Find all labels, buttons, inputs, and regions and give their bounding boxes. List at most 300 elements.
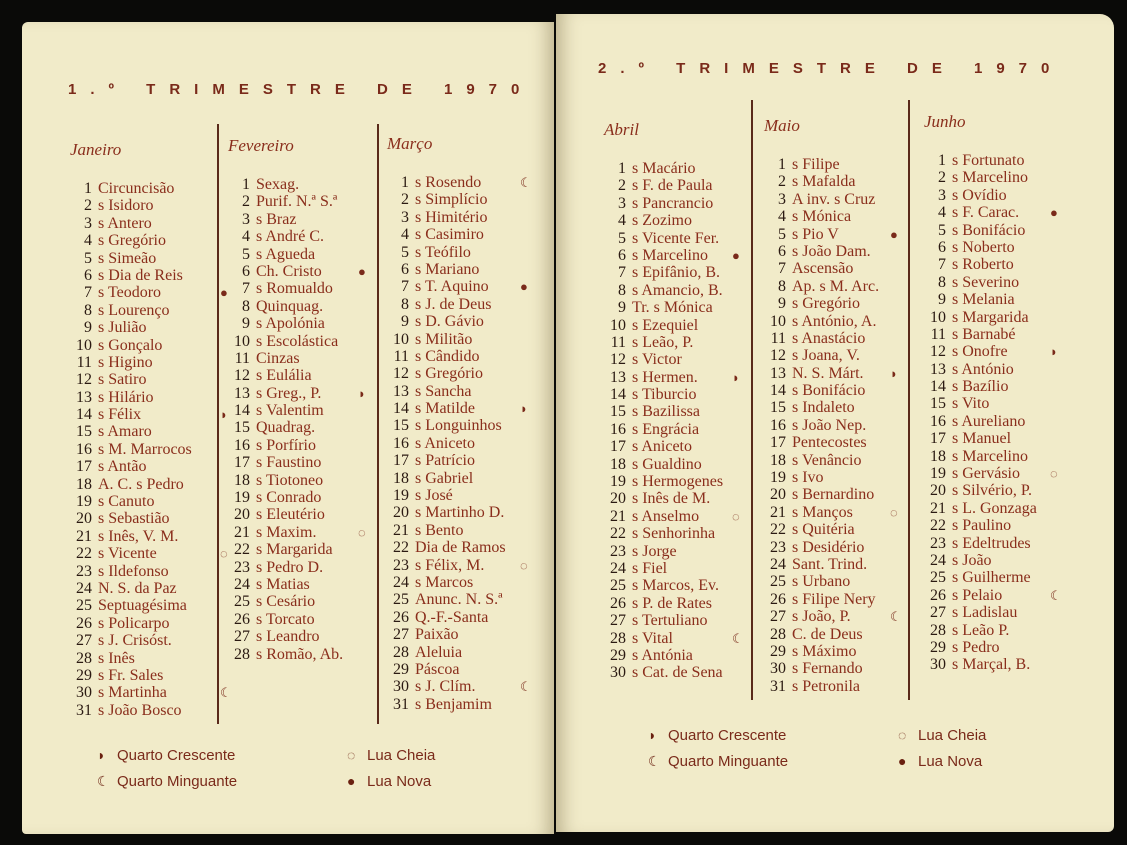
day-row (387, 556, 528, 574)
saint-name: s Margarida (256, 541, 333, 559)
lua-nova-icon: ● (220, 285, 228, 301)
day-row (70, 493, 192, 510)
lua-cheia-icon: ◌ (220, 546, 228, 562)
day-row (924, 239, 1037, 256)
saint-name: s Manuel (952, 430, 1012, 448)
day-row (228, 628, 343, 645)
saint-name: s Cesário (256, 593, 316, 611)
saint-name: s António (952, 360, 1014, 378)
saint-name: s Bonifácio (792, 382, 866, 400)
saint-name: s Mafalda (792, 173, 856, 191)
trimester-heading: 2.º TRIMESTRE DE 1970 (598, 60, 1064, 77)
saint-name: s Sebastião (98, 510, 170, 528)
saint-name: s Teodoro (98, 284, 162, 302)
day-row (924, 256, 1037, 273)
day-number: 1 (401, 174, 409, 191)
saint-name: s Margarida (952, 308, 1029, 326)
day-row (387, 348, 506, 365)
day-number: 13 (930, 360, 946, 378)
day-number: 26 (393, 608, 409, 626)
day-row (228, 593, 343, 610)
quarto-minguante-icon: ☾ (648, 753, 661, 769)
day-row (924, 152, 1037, 169)
day-number: 1 (242, 176, 250, 193)
saint-name: s L. Gonzaga (952, 499, 1037, 517)
day-number: 27 (610, 612, 626, 630)
day-number: 9 (401, 313, 409, 331)
day-row (387, 609, 506, 626)
day-row (387, 470, 506, 487)
day-number: 19 (770, 469, 786, 487)
day-row (924, 586, 1062, 604)
quarto-minguante-icon: ☾ (732, 630, 744, 646)
day-row (604, 629, 744, 647)
day-number: 18 (393, 469, 409, 487)
legend-item (97, 747, 235, 764)
saint-name: Paixão (415, 626, 459, 644)
saint-name: s Onofre (952, 343, 1008, 361)
saint-name: s D. Gávio (415, 313, 484, 331)
day-row (924, 639, 1037, 656)
day-number: 2 (401, 191, 409, 209)
day-number: 3 (84, 214, 92, 232)
day-number: 17 (610, 438, 626, 456)
lua-cheia-icon: ◌ (898, 727, 907, 743)
saint-name: s Benjamim (415, 695, 492, 713)
day-row (764, 295, 879, 312)
day-number: 16 (393, 434, 409, 452)
day-row (604, 334, 723, 351)
saint-name: s Inês (98, 649, 135, 667)
day-row (604, 264, 723, 281)
saint-name: s Gabriel (415, 469, 474, 487)
saint-name: s J. Crisóst. (98, 632, 172, 650)
saint-name: s Rosendo (415, 174, 482, 191)
lua-nova-icon: ● (520, 279, 528, 295)
day-row (924, 413, 1037, 430)
day-row (604, 647, 723, 664)
saint-name: s Valentim (256, 402, 324, 420)
day-row (604, 299, 723, 316)
legend-item (648, 753, 788, 770)
day-row (387, 661, 506, 678)
legend-label: Quarto Crescente (117, 747, 236, 764)
day-row (764, 347, 879, 364)
day-number: 22 (234, 541, 250, 559)
day-number: 7 (778, 260, 786, 278)
day-number: 19 (610, 473, 626, 491)
day-row (924, 656, 1037, 673)
day-row (604, 473, 723, 490)
day-number: 11 (76, 353, 92, 371)
saint-name: s Dia de Reis (98, 266, 183, 284)
day-row (764, 225, 898, 243)
quarto-crescente-icon: ◗ (358, 385, 366, 401)
saint-name: Dia de Ramos (415, 539, 506, 557)
day-row (604, 160, 723, 177)
saint-name: N. S. da Paz (98, 579, 177, 597)
day-number: 6 (618, 246, 626, 264)
saint-name: s Fiel (632, 559, 668, 577)
day-row (228, 246, 343, 263)
day-row (387, 278, 528, 296)
quarto-minguante-icon: ☾ (97, 773, 110, 789)
saint-name: s Melania (952, 291, 1015, 309)
day-number: 15 (234, 419, 250, 437)
day-number: 9 (618, 299, 626, 317)
day-row (764, 486, 879, 503)
day-row (228, 454, 343, 471)
day-row (228, 611, 343, 628)
day-number: 12 (770, 347, 786, 365)
saint-name: s Antero (98, 214, 152, 232)
day-row (764, 243, 879, 260)
saint-name: s Vital (632, 629, 673, 647)
saint-name: s Paulino (952, 517, 1012, 535)
day-row (228, 193, 343, 210)
month-name: Janeiro (70, 140, 122, 159)
lua-cheia-icon: ◌ (347, 747, 356, 763)
day-row (70, 458, 192, 475)
legend-item (347, 747, 435, 764)
day-number: 17 (76, 458, 92, 476)
month-column-fevereiro (228, 136, 366, 663)
saint-name: s Gonçalo (98, 336, 163, 354)
saint-name: s Desidério (792, 538, 865, 556)
legend-item (898, 727, 986, 744)
day-number: 7 (401, 278, 409, 296)
day-number: 16 (770, 416, 786, 434)
day-number: 13 (234, 384, 250, 402)
saint-name: s João (952, 551, 992, 569)
saint-name: s Aniceto (632, 438, 692, 456)
saint-name: s F. Carac. (952, 204, 1020, 222)
day-row (764, 382, 879, 399)
day-row (228, 228, 343, 245)
day-row (924, 361, 1037, 378)
day-row (604, 368, 740, 386)
day-number: 8 (84, 301, 92, 319)
month-name: Maio (764, 116, 800, 135)
saint-name: s Higino (98, 353, 153, 371)
saint-name: s Vicente Fer. (632, 229, 720, 247)
saint-name: s Ildefonso (98, 562, 169, 580)
saint-name: s Gregório (792, 295, 860, 313)
saint-name: s Leão, P. (632, 333, 694, 351)
day-row (764, 260, 879, 277)
day-number: 16 (76, 440, 92, 458)
day-number: 13 (76, 388, 92, 406)
day-row (228, 541, 343, 558)
saint-name: s Leandro (256, 628, 320, 646)
saint-name: Sant. Trind. (792, 555, 868, 573)
saint-name: s Teófilo (415, 243, 471, 261)
column-divider (908, 100, 910, 700)
saint-name: s Félix, M. (415, 556, 485, 574)
day-row (764, 469, 879, 486)
lua-cheia-icon: ◌ (520, 557, 528, 573)
saint-name: s Hermogenes (632, 473, 724, 491)
day-number: 18 (770, 451, 786, 469)
day-row (387, 261, 506, 278)
saint-name: Tr. s Mónica (632, 299, 713, 317)
saint-name: s Ezequiel (632, 316, 699, 334)
saint-name: s Hilário (98, 388, 154, 406)
day-row (764, 503, 898, 521)
saint-name: s Anastácio (792, 329, 866, 347)
month-column-marco (387, 134, 532, 713)
day-number: 20 (770, 486, 786, 504)
day-row (228, 523, 366, 541)
saint-name: s Tiotoneo (256, 471, 324, 489)
day-row (387, 331, 506, 348)
day-row (228, 419, 343, 436)
saint-name: s Matias (256, 575, 310, 593)
day-row (387, 191, 506, 208)
legend-item (97, 773, 237, 790)
day-row (604, 177, 723, 194)
day-number: 2 (778, 173, 786, 191)
saint-name: s Fortunato (952, 152, 1025, 169)
trimester-heading: 1.º TRIMESTRE DE 1970 (68, 81, 534, 98)
day-row (387, 644, 506, 661)
day-number: 21 (610, 507, 626, 525)
day-row (70, 354, 192, 371)
day-number: 16 (930, 412, 946, 430)
day-row (70, 389, 192, 406)
day-row (387, 417, 506, 434)
saint-name: s Martinho D. (415, 504, 505, 522)
day-row (70, 302, 192, 319)
day-row (228, 280, 343, 297)
day-row (604, 403, 723, 420)
day-row (70, 650, 192, 667)
day-row (764, 556, 879, 573)
day-row (764, 608, 902, 626)
day-row (70, 476, 192, 493)
day-row (924, 187, 1037, 204)
saint-name: s Urbano (792, 573, 851, 591)
saint-name: s Pedro D. (256, 558, 324, 576)
day-row (70, 441, 192, 458)
day-row (228, 333, 343, 350)
day-number: 20 (234, 506, 250, 524)
day-row (924, 309, 1037, 326)
day-number: 5 (242, 245, 250, 263)
day-number: 5 (618, 229, 626, 247)
day-number: 27 (770, 608, 786, 626)
day-number: 21 (393, 521, 409, 539)
day-row (228, 559, 343, 576)
day-number: 22 (393, 539, 409, 557)
lua-cheia-icon: ◌ (890, 504, 898, 520)
day-number: 26 (930, 586, 946, 604)
saint-name: s Marcelino (952, 169, 1028, 187)
saint-name: Septuagésima (98, 597, 187, 615)
day-row (228, 367, 343, 384)
quarto-minguante-icon: ☾ (890, 609, 902, 625)
day-number: 14 (393, 400, 409, 418)
day-number: 22 (770, 521, 786, 539)
day-row (604, 195, 723, 212)
saint-name: s Canuto (98, 493, 155, 511)
day-row (387, 696, 506, 713)
day-number: 11 (930, 325, 946, 343)
day-number: 6 (242, 262, 250, 280)
saint-name: Quadrag. (256, 419, 316, 437)
day-row (387, 504, 506, 521)
day-number: 21 (770, 503, 786, 521)
saint-name: s Inês, V. M. (98, 527, 179, 545)
day-number: 8 (938, 273, 946, 291)
day-row (228, 176, 343, 193)
quarto-crescente-icon: ◗ (520, 401, 528, 417)
month-column-junho (924, 112, 1062, 674)
saint-name: s Pedro (952, 638, 1000, 656)
day-row (764, 573, 879, 590)
saint-name: s Satiro (98, 371, 147, 389)
day-row (764, 660, 879, 677)
day-row (924, 343, 1058, 361)
day-row (764, 434, 879, 451)
saint-name: s Bonifácio (952, 221, 1026, 239)
day-number: 12 (930, 343, 946, 361)
saint-name: A. C. s Pedro (98, 475, 184, 493)
quarto-crescente-icon: ◗ (220, 407, 228, 423)
day-number: 3 (401, 208, 409, 226)
day-row (70, 250, 192, 267)
day-number: 8 (778, 277, 786, 295)
day-row (764, 156, 879, 173)
day-number: 30 (610, 664, 626, 682)
saint-name: s Ladislau (952, 604, 1018, 622)
day-number: 8 (401, 295, 409, 313)
day-number: 6 (401, 260, 409, 278)
day-number: 27 (930, 604, 946, 622)
day-number: 22 (76, 545, 92, 563)
saint-name: s Edeltrudes (952, 534, 1031, 552)
day-number: 4 (84, 232, 92, 250)
day-row (604, 577, 723, 594)
day-number: 26 (234, 610, 250, 628)
day-number: 23 (930, 534, 946, 552)
saint-name: s P. de Rates (632, 594, 712, 612)
day-number: 27 (234, 628, 250, 646)
day-number: 20 (76, 510, 92, 528)
saint-name: s António, A. (792, 312, 877, 330)
day-number: 25 (930, 569, 946, 587)
saint-name: Sexag. (256, 176, 300, 193)
day-number: 28 (234, 645, 250, 663)
saint-name: s Epifânio, B. (632, 264, 720, 282)
day-number: 21 (76, 527, 92, 545)
saint-name: Aleluia (415, 643, 463, 661)
day-number: 19 (234, 489, 250, 507)
day-number: 25 (76, 597, 92, 615)
day-row (228, 350, 343, 367)
legend-label: Lua Nova (367, 773, 432, 790)
day-row (924, 395, 1037, 412)
day-number: 7 (242, 280, 250, 298)
day-number: 31 (770, 677, 786, 695)
quarto-minguante-icon: ☾ (1050, 587, 1062, 603)
saint-name: s Patrício (415, 452, 475, 470)
quarto-minguante-icon: ☾ (520, 679, 532, 695)
saint-name: s Vito (952, 395, 990, 413)
saint-name: s José (415, 487, 453, 505)
saint-name: s Bento (415, 521, 464, 539)
day-number: 11 (234, 349, 250, 367)
saint-name: s Himitério (415, 208, 488, 226)
lua-nova-icon: ● (347, 773, 356, 789)
quarto-crescente-icon: ◗ (890, 365, 898, 381)
day-number: 17 (393, 452, 409, 470)
day-number: 18 (234, 471, 250, 489)
saint-name: s T. Aquino (415, 278, 489, 296)
day-row (764, 539, 879, 556)
day-row (70, 667, 192, 684)
day-row (228, 298, 343, 315)
day-number: 14 (76, 406, 92, 424)
saint-name: s Guilherme (952, 569, 1031, 587)
day-number: 9 (938, 291, 946, 309)
day-row (604, 490, 723, 507)
day-row (70, 319, 192, 336)
day-number: 14 (234, 402, 250, 420)
day-number: 3 (242, 210, 250, 228)
day-number: 3 (618, 194, 626, 212)
day-number: 5 (401, 243, 409, 261)
saint-name: s Silvério, P. (952, 482, 1033, 500)
saint-name: s Militão (415, 330, 473, 348)
saint-name: s Amancio, B. (632, 281, 723, 299)
saint-name: s Conrado (256, 489, 322, 507)
saint-name: s Marçal, B. (952, 656, 1031, 674)
day-row (70, 197, 192, 214)
day-number: 25 (234, 593, 250, 611)
saint-name: s Amaro (98, 423, 152, 441)
day-row (764, 452, 879, 469)
day-number: 14 (610, 386, 626, 404)
saint-name: s Noberto (952, 238, 1015, 256)
day-number: 10 (234, 332, 250, 350)
lua-nova-icon: ● (1050, 205, 1058, 221)
day-number: 15 (770, 399, 786, 417)
day-row (764, 313, 879, 330)
saint-name: s Marcos (415, 573, 474, 591)
saint-name: A inv. s Cruz (792, 190, 876, 208)
day-row (604, 664, 723, 681)
day-number: 4 (938, 204, 946, 222)
saint-name: s Antónia (632, 646, 693, 664)
day-row (764, 191, 879, 208)
quarto-minguante-icon: ☾ (220, 685, 232, 701)
saint-name: s Filipe Nery (792, 590, 876, 608)
legend-label: Quarto Crescente (668, 727, 787, 744)
saint-name: s André C. (256, 228, 324, 246)
saint-name: s Policarpo (98, 614, 170, 632)
day-number: 4 (618, 212, 626, 230)
saint-name: s Pio V (792, 225, 839, 243)
day-number: 13 (770, 364, 786, 382)
day-row (228, 402, 343, 419)
day-row (764, 643, 879, 660)
day-row (387, 591, 506, 608)
day-number: 5 (778, 225, 786, 243)
saint-name: s Greg., P. (256, 384, 322, 402)
day-row (604, 560, 723, 577)
day-row (924, 465, 1058, 483)
